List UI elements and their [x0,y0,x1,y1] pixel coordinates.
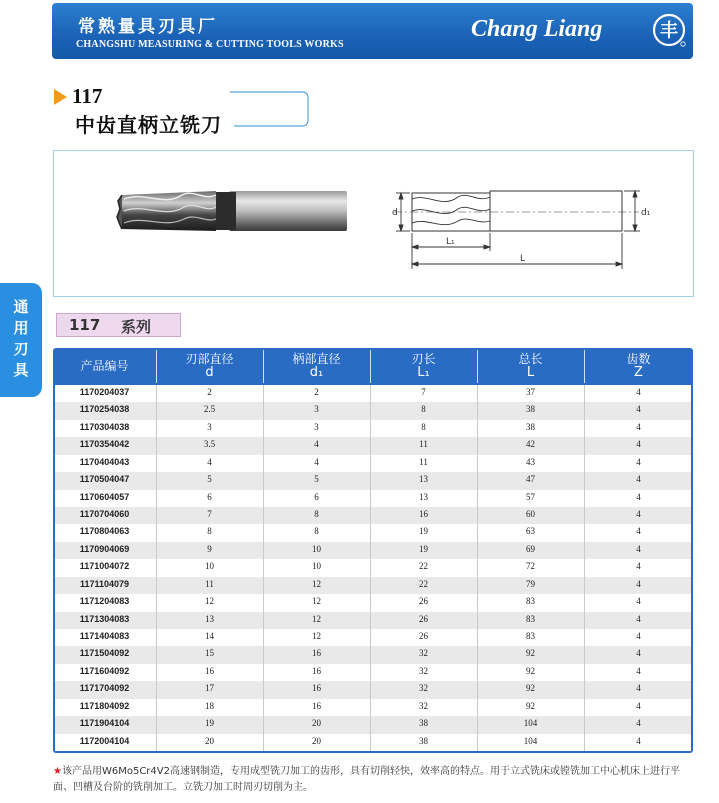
table-cell: 12 [312,631,321,641]
table-cell: 5 [314,474,319,485]
product-code-cell: 1171204083 [79,596,130,607]
product-code-cell: 1171504092 [79,648,130,659]
table-row [55,455,691,472]
table-cell: 3 [207,421,212,432]
product-code-cell: 1170354042 [79,439,130,450]
table-cell: 37 [526,387,535,397]
table-cell: 32 [419,665,428,676]
product-code-cell: 1171604092 [79,665,130,676]
table-cell: 12 [312,596,321,607]
spec-table [53,348,693,753]
table-cell: 14 [205,631,214,641]
table-cell: 16 [312,683,321,694]
product-code-cell: 1171004072 [79,561,130,572]
table-cell: 38 [419,735,428,746]
table-cell: 83 [526,631,535,641]
table-cell: 4 [636,526,641,537]
table-cell: 4 [636,439,641,450]
table-cell: 92 [526,648,535,659]
table-cell: 12 [312,578,321,589]
table-row [55,437,691,454]
table-cell: 4 [314,439,319,450]
product-code-cell: 1171104079 [79,578,130,589]
product-code-cell: 1171304083 [79,613,130,624]
product-code-cell: 1170904069 [79,543,130,554]
product-name-title: 中齿直柄立铣刀 [75,113,222,137]
table-cell: 7 [207,509,212,519]
header-divider [263,350,264,383]
table-cell: 4 [636,404,641,415]
table-row [55,542,691,559]
dim-label-d: d [392,208,398,218]
company-name-cn: 常熟量具刃具厂 [78,17,218,37]
column-header [584,352,693,380]
table-cell: 16 [312,700,321,711]
table-cell: 20 [312,718,321,729]
column-divider [477,385,478,751]
table-cell: 6 [314,491,319,502]
table-cell: 4 [636,387,641,397]
column-header [477,352,584,380]
table-cell: 15 [205,648,214,659]
table-cell: 4 [314,456,319,467]
table-cell: 57 [526,491,535,502]
table-cell: 19 [419,526,428,537]
table-row [55,664,691,681]
table-cell: 3 [314,421,319,432]
table-cell: 7 [421,387,426,397]
table-cell: 4 [636,509,641,519]
product-code-cell: 1170404043 [79,456,130,467]
dim-label-l: L [520,254,526,264]
table-cell: 13 [419,491,428,502]
table-cell: 38 [526,421,535,432]
table-cell: 83 [526,596,535,607]
end-mill-photo [117,191,347,231]
series-code: 117 [69,316,101,334]
table-cell: 6 [207,491,212,502]
table-cell: 4 [207,456,212,467]
table-cell: 22 [419,561,428,572]
table-cell: 32 [419,648,428,659]
table-cell: 83 [526,613,535,624]
table-cell: 17 [205,683,214,694]
table-row [55,507,691,524]
table-cell: 10 [205,561,214,572]
product-illustration-frame [53,150,694,297]
table-cell: 92 [526,700,535,711]
table-row [55,559,691,576]
column-header [370,352,477,380]
table-cell: 4 [636,700,641,711]
table-cell: 42 [526,439,535,450]
table-row [55,594,691,611]
header-divider [370,350,371,383]
table-cell: 4 [636,421,641,432]
column-divider [156,385,157,751]
brand-logo-icon [652,13,686,47]
note-line-2: 面、凹槽及台阶的铣削加工。立铣刀加工时周刃切削为主。 [53,782,313,793]
table-cell: 5 [207,474,212,485]
table-row [55,385,691,402]
table-row [55,612,691,629]
table-cell: 3 [314,404,319,415]
product-code-cell: 1170504047 [79,474,130,485]
table-cell: 32 [419,683,428,694]
table-cell: 8 [314,526,319,537]
table-cell: 16 [312,648,321,659]
table-cell: 10 [312,561,321,572]
table-row [55,490,691,507]
column-header-symbol: d₁ [309,365,324,380]
table-cell: 4 [636,631,641,641]
table-cell: 47 [526,474,535,485]
table-cell: 79 [526,578,535,589]
brand-logo-char: 丰 [660,20,678,42]
product-code-cell: 1170704060 [79,509,130,519]
table-row [55,524,691,541]
table-cell: 13 [419,474,428,485]
side-tab-char: 用 [13,319,29,337]
column-header [263,352,370,380]
table-cell: 8 [421,421,426,432]
table-cell: 4 [636,578,641,589]
table-cell: 4 [636,718,641,729]
header-divider [477,350,478,383]
table-row [55,629,691,646]
brand-name: Chang Liang [471,16,603,42]
column-header-symbol: d [205,365,214,380]
side-tab-text [0,297,42,381]
table-cell: 10 [312,543,321,554]
table-row [55,577,691,594]
product-code-title: 117 [72,84,103,108]
side-tab-char: 具 [13,361,29,379]
table-cell: 69 [526,543,535,554]
table-cell: 2.5 [203,404,216,415]
product-code-cell: 1170254038 [79,404,130,415]
table-cell: 11 [419,439,428,450]
product-code-cell: 1171404083 [79,631,130,641]
table-cell: 12 [312,613,321,624]
table-cell: 4 [636,735,641,746]
series-label [56,313,181,337]
table-cell: 38 [419,718,428,729]
table-cell: 72 [526,561,535,572]
product-code-cell: 1171904104 [79,718,130,729]
table-cell: 8 [207,526,212,537]
table-row [55,681,691,698]
table-cell: 11 [419,456,428,467]
column-header-label: 刃部直径 [185,352,234,366]
title-arrow-icon [54,89,67,105]
product-code-cell: 1170604057 [79,491,130,502]
table-cell: 104 [523,735,538,746]
table-cell: 22 [419,578,428,589]
table-cell: 20 [205,735,214,746]
table-cell: 63 [526,526,535,537]
table-body [55,385,691,751]
table-cell: 9 [207,543,212,554]
table-cell: 4 [636,613,641,624]
table-row [55,472,691,489]
product-code-cell: 1171704092 [79,683,130,694]
product-code-cell: 1170204037 [79,387,130,397]
column-header-label: 产品编号 [80,359,129,373]
table-cell: 32 [419,700,428,711]
table-cell: 19 [419,543,428,554]
table-cell: 4 [636,596,641,607]
column-header [53,359,156,373]
company-name-en: CHANGSHU MEASURING & CUTTING TOOLS WORKS [76,39,344,50]
series-text: 系列 [121,318,152,336]
table-cell: 92 [526,665,535,676]
table-cell: 12 [205,596,214,607]
table-cell: 4 [636,543,641,554]
table-cell: 60 [526,509,535,519]
note-line-1: 该产品用W6Mo5Cr4V2高速钢制造，专用成型铣刀加工的齿形，具有切削轻快，效率高的特点。用于立式铣床或镗铣加工中心机床上进行平 [61,766,680,777]
table-cell: 8 [314,509,319,519]
table-row [55,699,691,716]
column-header-symbol: L₁ [417,365,430,380]
table-cell: 8 [421,404,426,415]
product-code-cell: 1170304038 [79,421,130,432]
table-header [53,348,693,385]
column-header-label: 刃长 [411,352,436,366]
table-cell: 4 [636,665,641,676]
table-row [55,734,691,751]
table-cell: 26 [419,613,428,624]
side-tab-char: 通 [13,298,29,316]
table-cell: 2 [207,387,212,397]
column-divider [370,385,371,751]
side-tab-char: 刃 [13,340,29,358]
table-cell: 4 [636,561,641,572]
table-cell: 13 [205,613,214,624]
table-row [55,402,691,419]
table-cell: 2 [314,387,319,397]
product-code-cell: 1170804063 [79,526,130,537]
table-cell: 4 [636,683,641,694]
category-side-tab[interactable] [0,283,42,397]
table-cell: 16 [205,665,214,676]
star-icon: ★ [53,766,62,777]
table-cell: 38 [526,404,535,415]
column-header [156,352,263,380]
table-row [55,716,691,733]
table-cell: 19 [205,718,214,729]
table-cell: 104 [523,718,538,729]
column-header-label: 总长 [518,352,543,366]
column-header-label: 柄部直径 [292,352,341,366]
product-code-cell: 1172004104 [79,735,130,746]
table-cell: 16 [312,665,321,676]
table-cell: 11 [205,578,214,589]
end-mill-drawing [394,191,640,269]
header-divider [584,350,585,383]
table-cell: 16 [419,509,428,519]
header-divider [156,350,157,383]
product-note [53,764,698,796]
table-cell: 18 [205,700,214,711]
header-banner [52,3,693,59]
table-cell: 92 [526,683,535,694]
column-divider [584,385,585,751]
table-cell: 4 [636,456,641,467]
table-cell: 26 [419,631,428,641]
table-cell: 4 [636,474,641,485]
end-mill-illustration [54,151,693,296]
dim-label-l1: L₁ [446,237,455,247]
table-cell: 43 [526,456,535,467]
title-bracket-icon [230,88,310,130]
product-code-cell: 1171804092 [79,700,130,711]
table-cell: 3.5 [203,439,216,450]
table-row [55,420,691,437]
dim-label-d1: d₁ [641,208,651,218]
table-row [55,646,691,663]
column-header-label: 齿数 [626,352,651,366]
column-header-symbol: L [526,365,535,380]
table-cell: 4 [636,491,641,502]
column-header-symbol: Z [634,365,643,380]
table-cell: 26 [419,596,428,607]
column-divider [263,385,264,751]
table-cell: 4 [636,648,641,659]
table-cell: 20 [312,735,321,746]
